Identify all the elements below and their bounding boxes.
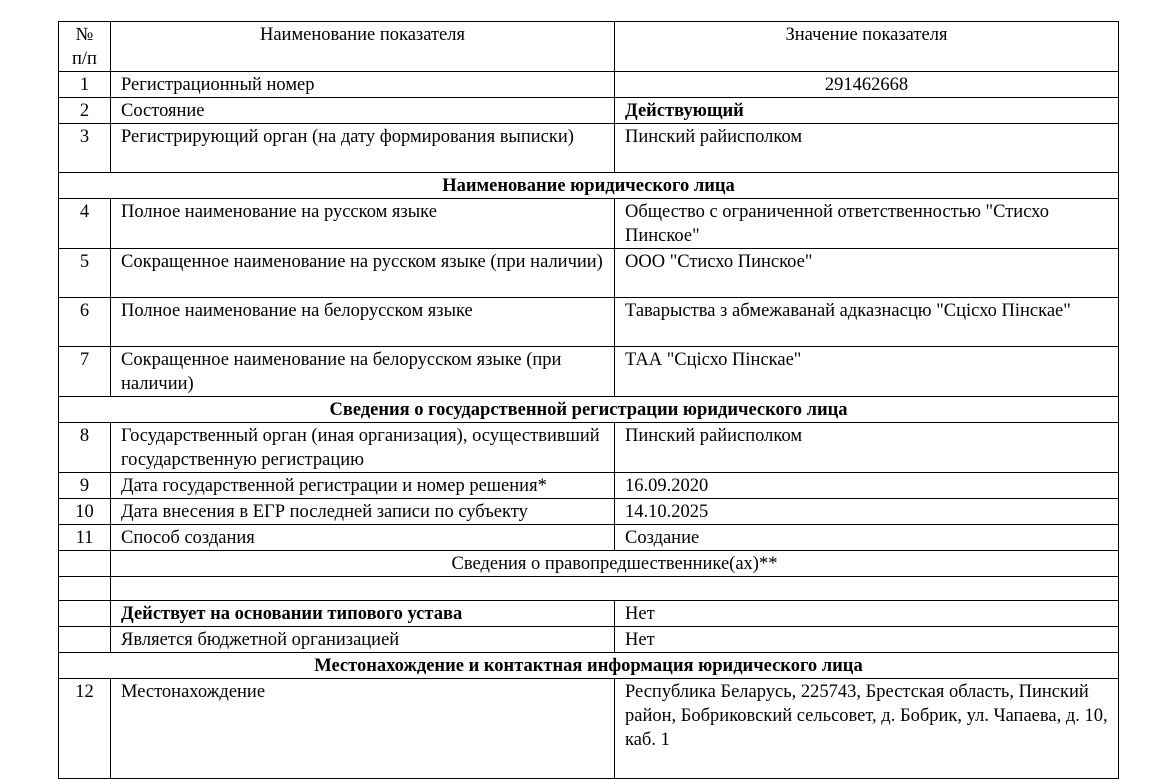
indicator-value: Действующий bbox=[615, 98, 1119, 124]
row-number: 11 bbox=[59, 525, 111, 551]
section-title: Местонахождение и контактная информация юридического лица bbox=[59, 653, 1119, 679]
row-number: 12 bbox=[59, 679, 111, 779]
section-header-row bbox=[59, 397, 1119, 423]
row-number bbox=[59, 601, 111, 627]
header-num-cell bbox=[59, 22, 111, 72]
indicator-name: Дата внесения в ЕГР последней записи по субъекту bbox=[111, 499, 615, 525]
indicator-name: Сокращенное наименование на белорусском языке (при наличии) bbox=[111, 347, 615, 397]
row-number: 6 bbox=[59, 298, 111, 347]
indicator-value: ООО "Стисхо Пинское" bbox=[615, 249, 1119, 298]
indicator-value: Создание bbox=[615, 525, 1119, 551]
indicator-name: Полное наименование на русском языке bbox=[111, 199, 615, 249]
row-number: 3 bbox=[59, 124, 111, 173]
indicator-value: Общество с ограниченной ответственностью "Стисхо Пинское" bbox=[615, 199, 1119, 249]
indicator-value: 291462668 bbox=[615, 72, 1119, 98]
indicator-name: Сокращенное наименование на русском языке (при наличии) bbox=[111, 249, 615, 298]
indicator-name: Полное наименование на белорусском языке bbox=[111, 298, 615, 347]
row-number bbox=[59, 627, 111, 653]
indicator-name: Способ создания bbox=[111, 525, 615, 551]
table-row bbox=[59, 423, 1119, 473]
table-body bbox=[59, 22, 1119, 779]
registry-extract-table bbox=[58, 21, 1119, 779]
row-number: 7 bbox=[59, 347, 111, 397]
indicator-name: Дата государственной регистрации и номер решения* bbox=[111, 473, 615, 499]
table-row bbox=[59, 627, 1119, 653]
indicator-value: Республика Беларусь, 225743, Брестская область, Пинский район, Бобриковский сельсовет, д. Бобрик, ул. Чапаева, д. 10, каб. 1 bbox=[615, 679, 1119, 779]
indicator-name: Государственный орган (иная организация), осуществивший государственную регистрацию bbox=[111, 423, 615, 473]
table-row bbox=[59, 98, 1119, 124]
subsection-title: Сведения о правопредшественнике(ах)** bbox=[111, 551, 1119, 577]
indicator-name: Регистрационный номер bbox=[111, 72, 615, 98]
header-value-cell bbox=[615, 22, 1119, 72]
indicator-name: Регистрирующий орган (на дату формирования выписки) bbox=[111, 124, 615, 173]
indicator-value: Пинский райисполком bbox=[615, 423, 1119, 473]
indicator-name: Состояние bbox=[111, 98, 615, 124]
table-row bbox=[59, 601, 1119, 627]
empty-cell bbox=[111, 577, 1119, 601]
table-row bbox=[59, 473, 1119, 499]
header-name-label: Наименование показателя bbox=[259, 25, 466, 45]
empty-row bbox=[59, 577, 1119, 601]
table-row bbox=[59, 499, 1119, 525]
table-row bbox=[59, 72, 1119, 98]
table-row bbox=[59, 124, 1119, 173]
indicator-value: Пинский райисполком bbox=[615, 124, 1119, 173]
row-number-cell bbox=[59, 551, 111, 577]
indicator-name: Местонахождение bbox=[111, 679, 615, 779]
row-number: 9 bbox=[59, 473, 111, 499]
row-number: 1 bbox=[59, 72, 111, 98]
section-header-row bbox=[59, 653, 1119, 679]
row-number: 2 bbox=[59, 98, 111, 124]
table-row bbox=[59, 249, 1119, 298]
header-value-label: Значение показателя bbox=[785, 25, 948, 45]
indicator-name: Действует на основании типового устава bbox=[111, 601, 615, 627]
header-num-label: № п/п bbox=[72, 25, 97, 69]
row-number: 4 bbox=[59, 199, 111, 249]
table-row bbox=[59, 347, 1119, 397]
row-number-cell bbox=[59, 577, 111, 601]
section-title: Наименование юридического лица bbox=[59, 173, 1119, 199]
indicator-value: 16.09.2020 bbox=[615, 473, 1119, 499]
subsection-row bbox=[59, 551, 1119, 577]
row-number: 5 bbox=[59, 249, 111, 298]
table-header-row bbox=[59, 22, 1119, 72]
indicator-value: 14.10.2025 bbox=[615, 499, 1119, 525]
table-row bbox=[59, 199, 1119, 249]
section-title: Сведения о государственной регистрации юридического лица bbox=[59, 397, 1119, 423]
indicator-value: Нет bbox=[615, 601, 1119, 627]
table-row bbox=[59, 298, 1119, 347]
indicator-value: Таварыства з абмежаванай адказнасцю "Сцісхо Пінскае" bbox=[615, 298, 1119, 347]
table-row bbox=[59, 525, 1119, 551]
row-number: 10 bbox=[59, 499, 111, 525]
header-name-cell bbox=[111, 22, 615, 72]
indicator-value: Нет bbox=[615, 627, 1119, 653]
row-number: 8 bbox=[59, 423, 111, 473]
section-header-row bbox=[59, 173, 1119, 199]
indicator-value: ТАА "Сцісхо Пінскае" bbox=[615, 347, 1119, 397]
table-row bbox=[59, 679, 1119, 779]
indicator-name: Является бюджетной организацией bbox=[111, 627, 615, 653]
